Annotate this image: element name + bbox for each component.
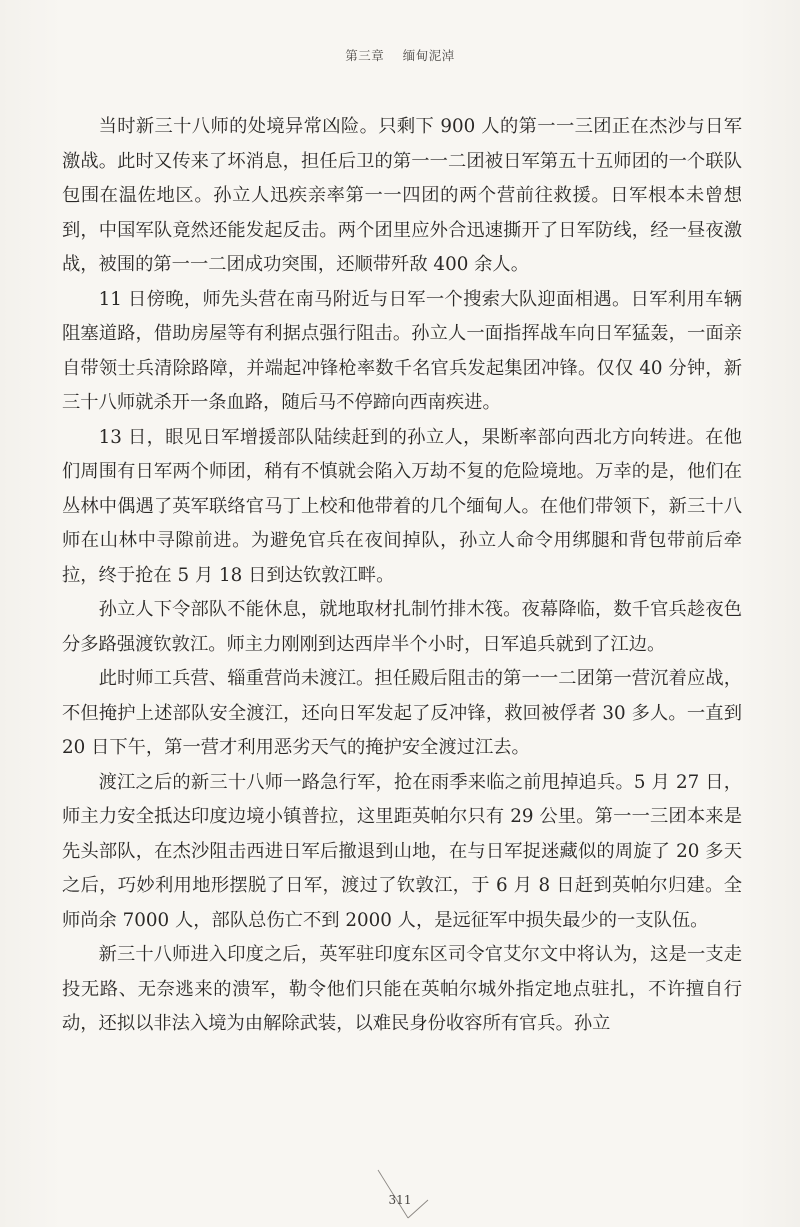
paragraph: 孙立人下令部队不能休息，就地取材扎制竹排木筏。夜幕降临，数千官兵趁夜色分多路强渡钦敦江。师主力刚刚到达西岸半个小时，日军追兵就到了江边。 [62, 599, 742, 655]
body-text [62, 110, 742, 1042]
chapter-label: 第三章 [345, 48, 385, 63]
page-number: 311 [388, 1193, 412, 1207]
paragraph: 11 日傍晚，师先头营在南马附近与日军一个搜索大队迎面相遇。日军利用车辆阻塞道路，借助房屋等有利据点强行阻击。孙立人一面指挥战车向日军猛轰，一面亲自带领士兵清除路障，并端起冲锋枪率数千名官兵发起集团冲锋。仅仅 40 分钟，新三十八师就杀开一条血路，随后马不停蹄向西南疾进。 [62, 288, 742, 413]
paragraph: 13 日，眼见日军增援部队陆续赶到的孙立人，果断率部向西北方向转进。在他们周围有日军两个师团，稍有不慎就会陷入万劫不复的危险境地。万幸的是，他们在丛林中偶遇了英军联络官马丁上校和他带着的几个缅甸人。在他们带领下，新三十八师在山林中寻隙前进。为避免官兵在夜间掉队，孙立人命令用绑腿和背包带前后牵拉，终于抢在 5 月 18 日到达钦敦江畔。 [62, 426, 742, 586]
paragraph: 渡江之后的新三十八师一路急行军，抢在雨季来临之前甩掉追兵。5 月 27 日，师主力安全抵达印度边境小镇普拉，这里距英帕尔只有 29 公里。第一一三团本来是先头部队，在杰沙阻击西进日军后撤退到山地，在与日军捉迷藏似的周旋了 20 多天之后，巧妙利用地形摆脱了日军，渡过了钦敦江，于 6 月 8 日赶到英帕尔归建。全师尚余 7000 人，部队总伤亡不到 2000 人，是远征军中损失最少的一支队伍。 [62, 771, 742, 931]
paragraph: 当时新三十八师的处境异常凶险。只剩下 900 人的第一一三团正在杰沙与日军激战。此时又传来了坏消息，担任后卫的第一一二团被日军第五十五师团的一个联队包围在温佐地区。孙立人迅疾亲率第一一四团的两个营前往救援。日军根本未曾想到，中国军队竟然还能发起反击。两个团里应外合迅速撕开了日军防线，经一昼夜激战，被围的第一一二团成功突围，还顺带歼敌 400 余人。 [62, 116, 742, 275]
running-head [0, 46, 800, 64]
chapter-title: 缅甸泥淖 [402, 48, 455, 63]
paragraph: 此时师工兵营、辎重营尚未渡江。担任殿后阻击的第一一二团第一营沉着应战，不但掩护上述部队安全渡江，还向日军发起了反冲锋，救回被俘者 30 多人。一直到 20 日下午，第一营才利用恶劣天气的掩护安全渡过江去。 [62, 668, 742, 758]
paragraph: 新三十八师进入印度之后，英军驻印度东区司令官艾尔文中将认为，这是一支走投无路、无奈逃来的溃军，勒令他们只能在英帕尔城外指定地点驻扎，不许擅自行动，还拟以非法入境为由解除武装，以难民身份收容所有官兵。孙立 [62, 944, 742, 1034]
